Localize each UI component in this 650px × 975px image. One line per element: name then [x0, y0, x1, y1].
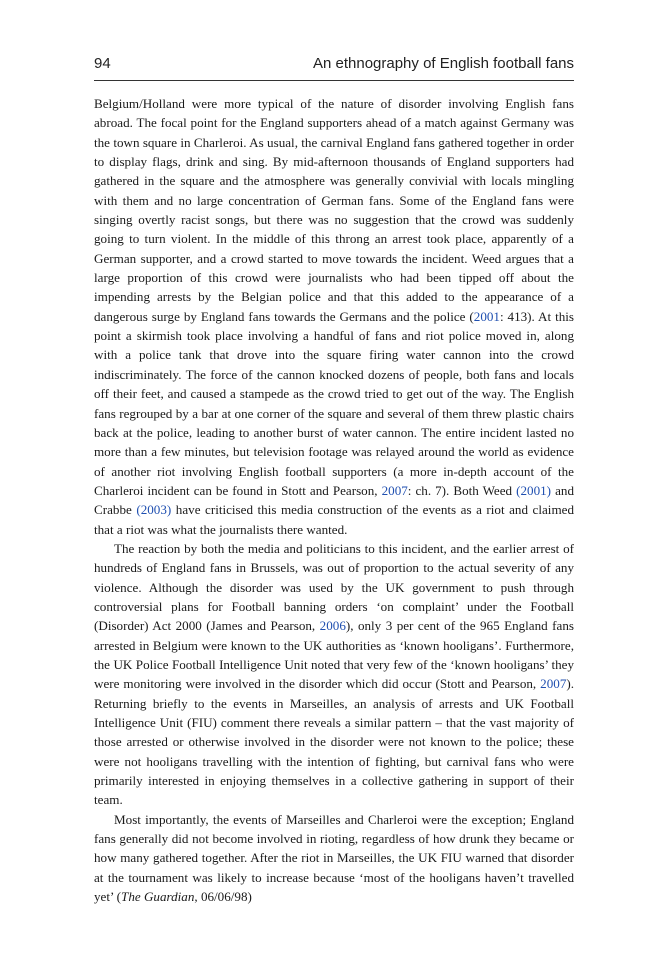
text-run: , 06/06/98): [194, 889, 252, 905]
text-run: : 413). At this point a skirmish took place involving a handful of fans and riot police moved in, along with a police tank that drove into the square firing water cannon into the crowd indiscriminately. The force of the cannon knocked dozens of people, both fans and locals off their feet, and caused a stampede as the crowd tried to get out of the way. The English fans regrouped by a bar at one corner of the square and several of them threw plastic chairs back at the police, leading to another burst of water cannon. The entire incident lasted no more than a few minutes, but television footage was relayed around the world as evidence of another riot involving English football supporters (a more in-depth account of the Charleroi incident can be found in Stott and Pearson,: [94, 308, 574, 498]
text-run: : ch. 7). Both Weed: [407, 482, 517, 498]
text-run: ), only 3 per cent of the 965 England fans arrested in Belgium were known to the UK authorities as ‘known hooligans’. Furthermore, the UK Police Football Intelligence Unit noted that very few of the ‘known hooligans’ they were monitoring were involved in the disorder which did occur (Stott and Pearson,: [94, 618, 574, 692]
header-rule: [94, 80, 574, 81]
running-header: [94, 52, 574, 76]
citation-link[interactable]: 2006: [319, 618, 346, 634]
text-run: ). Returning briefly to the events in Marseilles, an analysis of arrests and UK Football Intelligence Unit (FIU) comment there reveals a similar pattern – that the vast majority of those arrested or otherwise involved in the disorder were not known to the police; these were not hooligans travelling with the intention of fighting, but carnival fans who were primarily interested in enjoying themselves in a collective gathering in support of their team.: [94, 676, 574, 808]
text-run: Most importantly, the events of Marseilles and Charleroi were the exception; England fans generally did not become involved in rioting, regardless of how drunk they became or how many gathered together. After the riot in Marseilles, the UK FIU warned that disorder at the tournament was likely to increase because ‘most of the hooligans haven’t travelled yet’ (: [94, 811, 574, 905]
paragraph-1: [94, 94, 574, 539]
citation-link[interactable]: 2007: [381, 482, 408, 498]
text-run: have criticised this media construction of the events as a riot and claimed that a riot was what the journalists there wanted.: [94, 502, 574, 537]
body-text: [94, 94, 574, 906]
text-run: Belgium/Holland were more typical of the nature of disorder involving English fans abroad. The focal point for the England supporters ahead of a match against Germany was the town square in Charleroi. As usual, the carnival England fans gathered together in order to display flags, drink and sing. By mid-afternoon thousands of England supporters had gathered in the square and the atmosphere was generally convivial with locals mingling with them and no large concentration of German fans. Some of the England fans were singing overtly racist songs, but there was no suggestion that the crowd was suddenly going to turn violent. In the middle of this throng an arrest took place, apparently of a German supporter, and a crowd started to move towards the incident. Weed argues that a large proportion of this crowd were journalists who had been tipped off about the impending arrests by the Belgian police and that this added to the appearance of a dangerous surge by England fans towards the Germans and the police (: [94, 96, 574, 324]
italic-source-title: The Guardian: [121, 889, 195, 905]
paragraph-3: [94, 810, 574, 907]
text-run: The reaction by both the media and politicians to this incident, and the earlier arrest of hundreds of England fans in Brussels, was out of proportion to the actual severity of any violence. Although the disorder was used by the UK government to push through controversial plans for Football banning orders ‘on complaint’ under the Football (Disorder) Act 2000 (James and Pearson,: [94, 540, 574, 634]
paragraph-2: [94, 539, 574, 810]
text-run: and Crabbe: [94, 482, 574, 518]
citation-link[interactable]: (2003): [136, 502, 172, 518]
citation-link[interactable]: 2007: [540, 676, 567, 692]
page-number: 94: [94, 55, 111, 72]
citation-link[interactable]: (2001): [516, 482, 552, 498]
citation-link[interactable]: 2001: [473, 308, 500, 324]
running-title: An ethnography of English football fans: [312, 55, 574, 72]
